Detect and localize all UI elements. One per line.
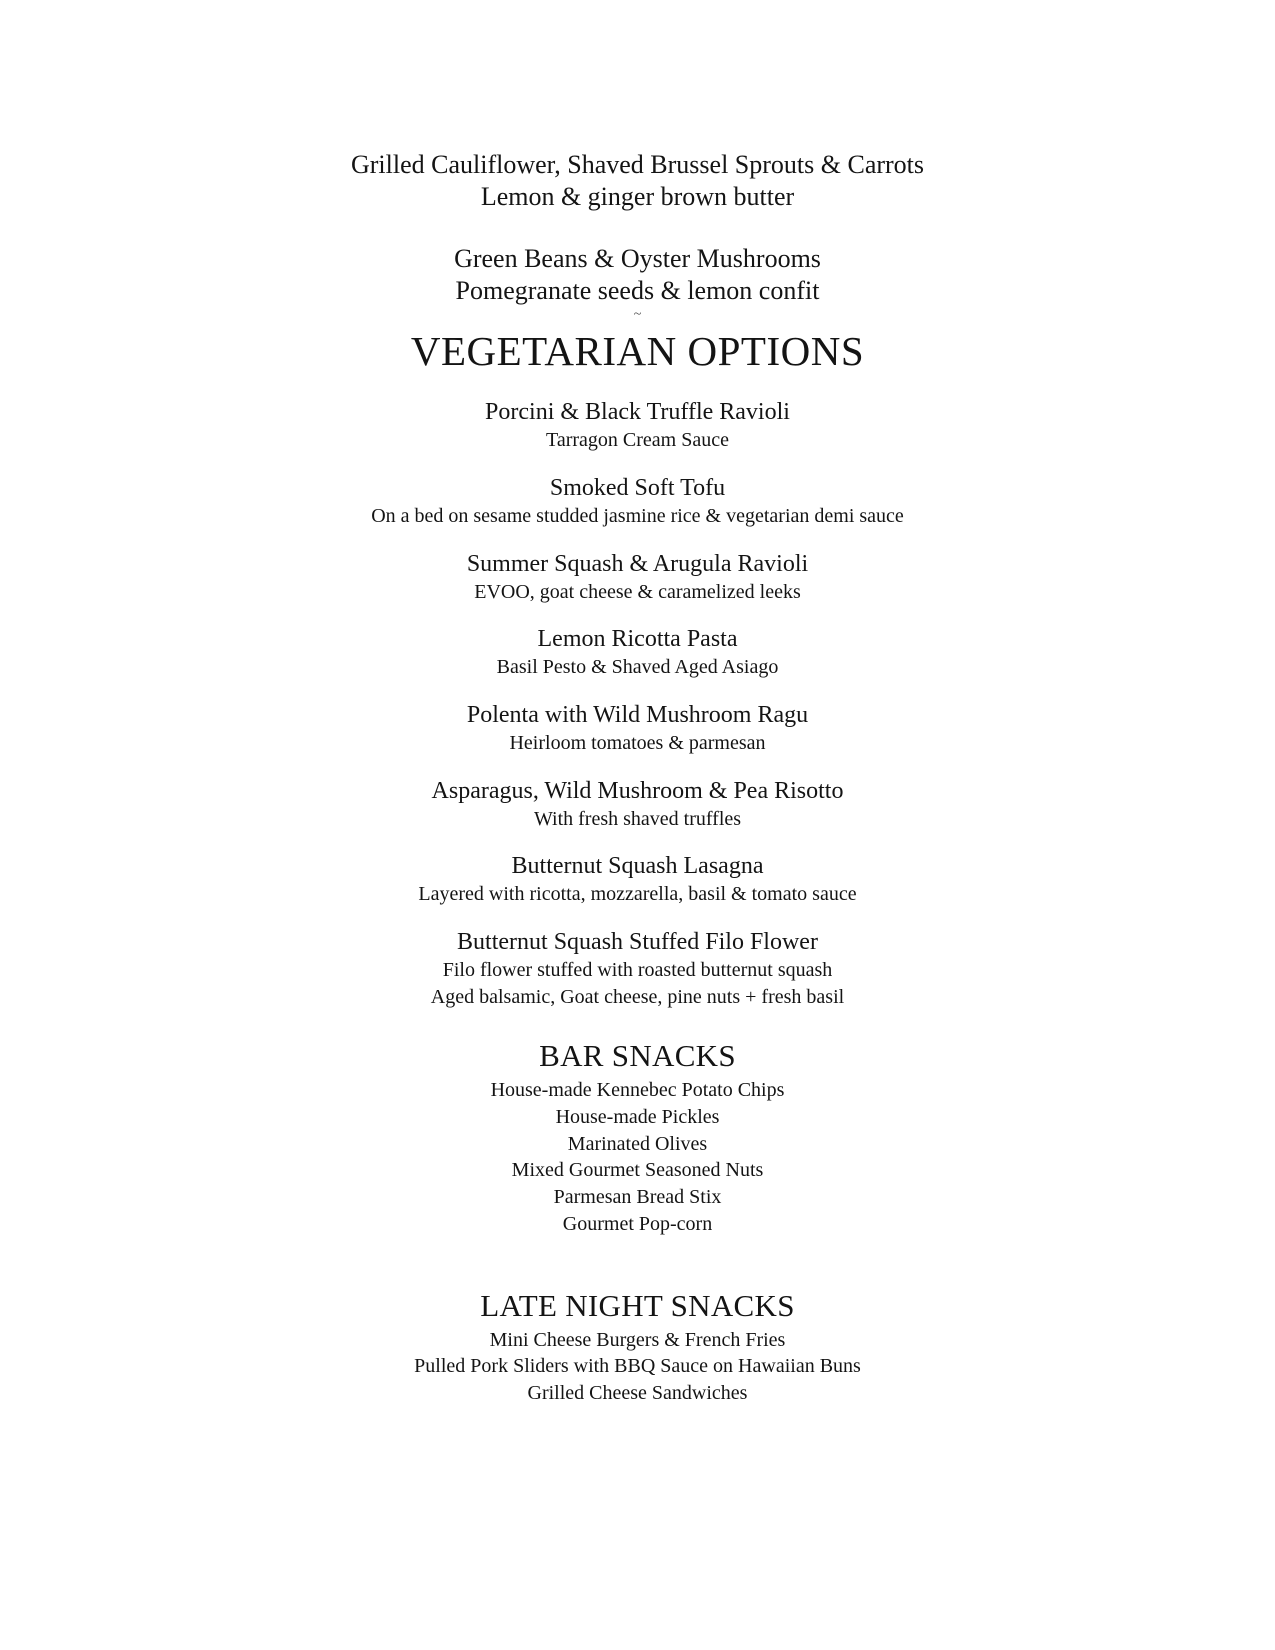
bar-snack-item: Marinated Olives (567, 1133, 708, 1155)
menu-item-title: Smoked Soft Tofu (549, 475, 726, 501)
menu-item-description: Aged balsamic, Goat cheese, pine nuts + fresh basil (430, 986, 845, 1008)
menu-item-description: Layered with ricotta, mozzarella, basil & tomato sauce (418, 883, 857, 905)
menu-item-title: Butternut Squash Lasagna (511, 853, 764, 879)
menu-item-title: Porcini & Black Truffle Ravioli (485, 399, 790, 425)
menu-item-description: Filo flower stuffed with roasted butternut squash (442, 959, 833, 981)
side-dish-title: Green Beans & Oyster Mushrooms (454, 244, 821, 273)
menu-item-description: EVOO, goat cheese & caramelized leeks (474, 581, 801, 603)
bar-snack-item: House-made Pickles (555, 1106, 720, 1128)
section-divider: ~ (633, 307, 642, 322)
menu-item-description: On a bed on sesame studded jasmine rice & vegetarian demi sauce (371, 505, 904, 527)
menu-item-title: Lemon Ricotta Pasta (537, 626, 738, 652)
vegetarian-heading: VEGETARIAN OPTIONS (410, 328, 865, 374)
late-night-snack-item: Grilled Cheese Sandwiches (527, 1382, 748, 1404)
menu-item-description: Heirloom tomatoes & parmesan (509, 732, 766, 754)
bar-snacks-heading: BAR SNACKS (539, 1038, 736, 1073)
menu-item-title: Summer Squash & Arugula Ravioli (466, 551, 809, 577)
menu-item-title: Polenta with Wild Mushroom Ragu (466, 702, 809, 728)
late-night-snacks-heading: LATE NIGHT SNACKS (480, 1288, 795, 1323)
menu-item-title: Asparagus, Wild Mushroom & Pea Risotto (431, 778, 844, 804)
bar-snack-item: Gourmet Pop-corn (562, 1213, 713, 1235)
bar-snack-item: Mixed Gourmet Seasoned Nuts (511, 1159, 764, 1181)
menu-item-description: Tarragon Cream Sauce (546, 429, 729, 451)
late-night-snack-item: Pulled Pork Sliders with BBQ Sauce on Hawaiian Buns (414, 1355, 861, 1377)
menu-item-title: Butternut Squash Stuffed Filo Flower (457, 929, 818, 955)
side-dish-description: Lemon & ginger brown butter (480, 182, 795, 211)
side-dish-title: Grilled Cauliflower, Shaved Brussel Sprouts & Carrots (350, 150, 925, 179)
bar-snack-item: Parmesan Bread Stix (553, 1186, 722, 1208)
late-night-snack-item: Mini Cheese Burgers & French Fries (489, 1329, 786, 1351)
bar-snack-item: House-made Kennebec Potato Chips (490, 1079, 785, 1101)
side-dish-description: Pomegranate seeds & lemon confit (455, 276, 820, 305)
menu-item-description: Basil Pesto & Shaved Aged Asiago (496, 656, 779, 678)
menu-item-description: With fresh shaved truffles (533, 808, 742, 830)
